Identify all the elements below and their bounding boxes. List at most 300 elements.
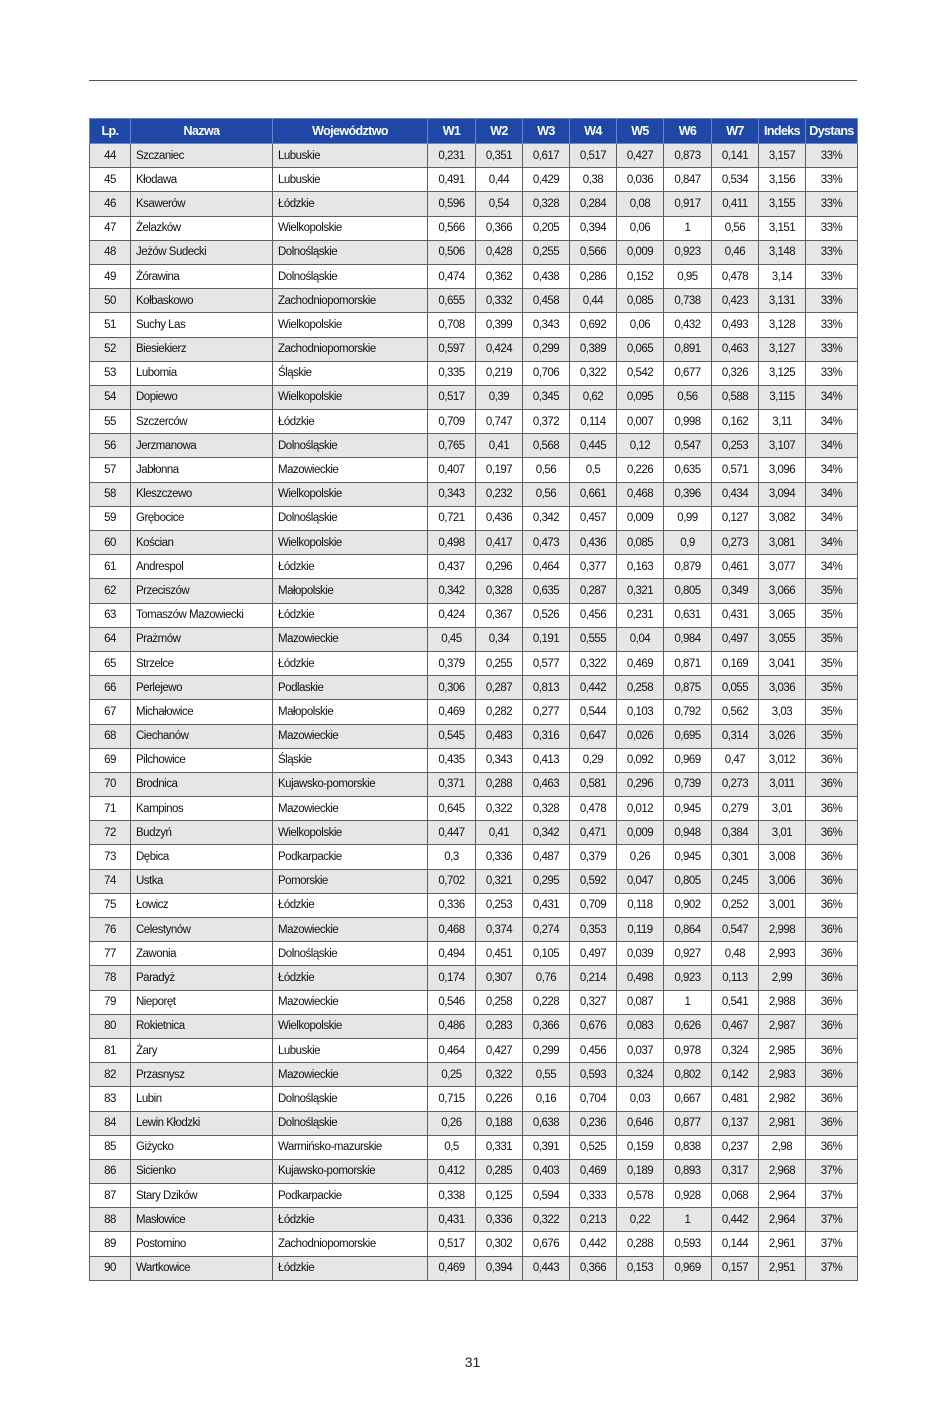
cell-w3: 0,322: [523, 1208, 570, 1232]
cell-lp: 53: [90, 361, 131, 385]
cell-dystans: 36%: [806, 1038, 858, 1062]
cell-w6: 0,864: [664, 918, 712, 942]
cell-nazwa: Jeżów Sudecki: [131, 240, 273, 264]
cell-w2: 0,219: [476, 361, 523, 385]
cell-indeks: 2,961: [759, 1232, 806, 1256]
cell-indeks: 2,981: [759, 1111, 806, 1135]
table-row: [90, 482, 858, 506]
table-row: [90, 434, 858, 458]
cell-w5: 0,163: [617, 555, 664, 579]
cell-w5: 0,03: [617, 1087, 664, 1111]
table-row: [90, 458, 858, 482]
cell-w2: 0,232: [476, 482, 523, 506]
cell-w6: 0,871: [664, 651, 712, 675]
cell-w7: 0,461: [712, 555, 759, 579]
table-row: [90, 797, 858, 821]
cell-w6: 0,838: [664, 1135, 712, 1159]
cell-w2: 0,336: [476, 1208, 523, 1232]
cell-w6: 0,969: [664, 748, 712, 772]
cell-lp: 45: [90, 168, 131, 192]
cell-w6: 0,667: [664, 1087, 712, 1111]
cell-w6: 0,998: [664, 410, 712, 434]
cell-w2: 0,54: [476, 192, 523, 216]
cell-w1: 0,708: [428, 313, 476, 337]
table-row: [90, 966, 858, 990]
cell-w2: 0,428: [476, 240, 523, 264]
cell-w5: 0,153: [617, 1256, 664, 1280]
cell-w4: 0,38: [570, 168, 617, 192]
cell-indeks: 3,055: [759, 627, 806, 651]
cell-wojewodztwo: Podkarpackie: [273, 845, 428, 869]
cell-w6: 0,923: [664, 240, 712, 264]
cell-dystans: 36%: [806, 893, 858, 917]
cell-w2: 0,394: [476, 1256, 523, 1280]
cell-w2: 0,285: [476, 1159, 523, 1183]
cell-w2: 0,283: [476, 1014, 523, 1038]
cell-w2: 0,288: [476, 772, 523, 796]
cell-w5: 0,226: [617, 458, 664, 482]
cell-w7: 0,384: [712, 821, 759, 845]
cell-w3: 0,228: [523, 990, 570, 1014]
ranking-table: [89, 118, 858, 1281]
column-header-w3: W3: [523, 119, 570, 144]
cell-w5: 0,083: [617, 1014, 664, 1038]
table-row: [90, 603, 858, 627]
cell-wojewodztwo: Mazowieckie: [273, 990, 428, 1014]
cell-dystans: 33%: [806, 192, 858, 216]
cell-lp: 83: [90, 1087, 131, 1111]
cell-w7: 0,47: [712, 748, 759, 772]
cell-w3: 0,56: [523, 458, 570, 482]
cell-indeks: 3,156: [759, 168, 806, 192]
cell-w3: 0,706: [523, 361, 570, 385]
cell-w5: 0,26: [617, 845, 664, 869]
cell-w5: 0,065: [617, 337, 664, 361]
table-row: [90, 651, 858, 675]
cell-dystans: 33%: [806, 289, 858, 313]
cell-nazwa: Wartkowice: [131, 1256, 273, 1280]
cell-nazwa: Dębica: [131, 845, 273, 869]
cell-w2: 0,322: [476, 797, 523, 821]
cell-w6: 0,9: [664, 531, 712, 555]
cell-indeks: 2,998: [759, 918, 806, 942]
cell-lp: 44: [90, 144, 131, 168]
cell-w3: 0,343: [523, 313, 570, 337]
cell-dystans: 36%: [806, 966, 858, 990]
cell-dystans: 37%: [806, 1184, 858, 1208]
cell-wojewodztwo: Kujawsko-pomorskie: [273, 772, 428, 796]
cell-w7: 0,142: [712, 1063, 759, 1087]
cell-wojewodztwo: Podlaskie: [273, 676, 428, 700]
cell-w7: 0,169: [712, 651, 759, 675]
cell-wojewodztwo: Łódzkie: [273, 966, 428, 990]
cell-nazwa: Kołbaskowo: [131, 289, 273, 313]
cell-nazwa: Kłodawa: [131, 168, 273, 192]
cell-indeks: 2,968: [759, 1159, 806, 1183]
cell-wojewodztwo: Łódzkie: [273, 555, 428, 579]
table-row: [90, 724, 858, 748]
cell-lp: 73: [90, 845, 131, 869]
cell-w3: 0,345: [523, 385, 570, 409]
column-header-w7: W7: [712, 119, 759, 144]
cell-wojewodztwo: Zachodniopomorskie: [273, 337, 428, 361]
cell-w6: 0,927: [664, 942, 712, 966]
cell-w2: 0,451: [476, 942, 523, 966]
cell-w2: 0,399: [476, 313, 523, 337]
cell-indeks: 3,148: [759, 240, 806, 264]
cell-w5: 0,22: [617, 1208, 664, 1232]
cell-dystans: 35%: [806, 700, 858, 724]
cell-dystans: 35%: [806, 651, 858, 675]
cell-nazwa: Nieporęt: [131, 990, 273, 1014]
cell-wojewodztwo: Łódzkie: [273, 1208, 428, 1232]
page-number: 31: [464, 1354, 481, 1370]
cell-w2: 0,367: [476, 603, 523, 627]
cell-w6: 0,547: [664, 434, 712, 458]
cell-w7: 0,48: [712, 942, 759, 966]
cell-w7: 0,141: [712, 144, 759, 168]
table-row: [90, 627, 858, 651]
cell-lp: 55: [90, 410, 131, 434]
cell-w5: 0,036: [617, 168, 664, 192]
cell-w2: 0,332: [476, 289, 523, 313]
cell-w5: 0,12: [617, 434, 664, 458]
table-row: [90, 168, 858, 192]
cell-nazwa: Biesiekierz: [131, 337, 273, 361]
table-row: [90, 748, 858, 772]
cell-lp: 75: [90, 893, 131, 917]
cell-w7: 0,317: [712, 1159, 759, 1183]
cell-w7: 0,588: [712, 385, 759, 409]
cell-w2: 0,362: [476, 264, 523, 288]
cell-w4: 0,284: [570, 192, 617, 216]
cell-w6: 0,396: [664, 482, 712, 506]
cell-w4: 0,469: [570, 1159, 617, 1183]
cell-w7: 0,137: [712, 1111, 759, 1135]
cell-w7: 0,478: [712, 264, 759, 288]
cell-indeks: 2,99: [759, 966, 806, 990]
cell-indeks: 3,036: [759, 676, 806, 700]
cell-nazwa: Sicienko: [131, 1159, 273, 1183]
cell-w4: 0,661: [570, 482, 617, 506]
cell-w3: 0,464: [523, 555, 570, 579]
cell-wojewodztwo: Dolnośląskie: [273, 264, 428, 288]
cell-lp: 52: [90, 337, 131, 361]
table-row: [90, 144, 858, 168]
cell-dystans: 36%: [806, 942, 858, 966]
cell-w4: 0,544: [570, 700, 617, 724]
cell-w1: 0,721: [428, 506, 476, 530]
cell-w2: 0,343: [476, 748, 523, 772]
cell-indeks: 3,065: [759, 603, 806, 627]
cell-lp: 71: [90, 797, 131, 821]
cell-w5: 0,08: [617, 192, 664, 216]
cell-indeks: 3,096: [759, 458, 806, 482]
cell-w1: 0,597: [428, 337, 476, 361]
column-header-w6: W6: [664, 119, 712, 144]
cell-w7: 0,273: [712, 531, 759, 555]
cell-w6: 0,738: [664, 289, 712, 313]
cell-wojewodztwo: Łódzkie: [273, 192, 428, 216]
table-row: [90, 700, 858, 724]
cell-w7: 0,434: [712, 482, 759, 506]
cell-indeks: 3,012: [759, 748, 806, 772]
cell-wojewodztwo: Wielkopolskie: [273, 482, 428, 506]
cell-w4: 0,581: [570, 772, 617, 796]
cell-wojewodztwo: Zachodniopomorskie: [273, 289, 428, 313]
cell-nazwa: Andrespol: [131, 555, 273, 579]
cell-dystans: 37%: [806, 1256, 858, 1280]
cell-dystans: 36%: [806, 990, 858, 1014]
cell-w7: 0,423: [712, 289, 759, 313]
cell-w3: 0,635: [523, 579, 570, 603]
cell-w1: 0,45: [428, 627, 476, 651]
cell-dystans: 36%: [806, 845, 858, 869]
table-row: [90, 1038, 858, 1062]
cell-dystans: 37%: [806, 1232, 858, 1256]
cell-w3: 0,403: [523, 1159, 570, 1183]
cell-w1: 0,336: [428, 893, 476, 917]
cell-w5: 0,039: [617, 942, 664, 966]
cell-lp: 59: [90, 506, 131, 530]
column-header-w1: W1: [428, 119, 476, 144]
table-row: [90, 1256, 858, 1280]
cell-w5: 0,085: [617, 531, 664, 555]
cell-indeks: 3,115: [759, 385, 806, 409]
cell-dystans: 37%: [806, 1159, 858, 1183]
table-row: [90, 1087, 858, 1111]
cell-w3: 0,76: [523, 966, 570, 990]
cell-w1: 0,412: [428, 1159, 476, 1183]
table-row: [90, 1063, 858, 1087]
cell-w5: 0,296: [617, 772, 664, 796]
cell-w5: 0,092: [617, 748, 664, 772]
table-row: [90, 1232, 858, 1256]
cell-w1: 0,379: [428, 651, 476, 675]
cell-w4: 0,44: [570, 289, 617, 313]
cell-nazwa: Dopiewo: [131, 385, 273, 409]
cell-wojewodztwo: Dolnośląskie: [273, 434, 428, 458]
cell-w1: 0,474: [428, 264, 476, 288]
table-row: [90, 264, 858, 288]
cell-w1: 0,506: [428, 240, 476, 264]
cell-w5: 0,288: [617, 1232, 664, 1256]
cell-w7: 0,237: [712, 1135, 759, 1159]
cell-indeks: 3,026: [759, 724, 806, 748]
cell-w2: 0,188: [476, 1111, 523, 1135]
cell-w1: 0,596: [428, 192, 476, 216]
cell-w6: 0,928: [664, 1184, 712, 1208]
cell-w3: 0,463: [523, 772, 570, 796]
cell-dystans: 34%: [806, 434, 858, 458]
cell-w7: 0,481: [712, 1087, 759, 1111]
cell-dystans: 34%: [806, 410, 858, 434]
cell-w7: 0,326: [712, 361, 759, 385]
cell-dystans: 35%: [806, 724, 858, 748]
cell-w5: 0,06: [617, 216, 664, 240]
cell-lp: 63: [90, 603, 131, 627]
cell-dystans: 33%: [806, 361, 858, 385]
cell-w4: 0,676: [570, 1014, 617, 1038]
cell-wojewodztwo: Śląskie: [273, 748, 428, 772]
cell-indeks: 3,01: [759, 821, 806, 845]
cell-w6: 0,805: [664, 579, 712, 603]
cell-w5: 0,321: [617, 579, 664, 603]
cell-w4: 0,456: [570, 1038, 617, 1062]
cell-w5: 0,118: [617, 893, 664, 917]
cell-nazwa: Kampinos: [131, 797, 273, 821]
cell-nazwa: Masłowice: [131, 1208, 273, 1232]
cell-dystans: 35%: [806, 676, 858, 700]
cell-lp: 80: [90, 1014, 131, 1038]
cell-wojewodztwo: Mazowieckie: [273, 458, 428, 482]
table-row: [90, 361, 858, 385]
cell-wojewodztwo: Łódzkie: [273, 893, 428, 917]
cell-w6: 0,948: [664, 821, 712, 845]
cell-w6: 1: [664, 1208, 712, 1232]
cell-w4: 0,436: [570, 531, 617, 555]
cell-dystans: 36%: [806, 1087, 858, 1111]
cell-w2: 0,307: [476, 966, 523, 990]
cell-w7: 0,273: [712, 772, 759, 796]
cell-indeks: 3,155: [759, 192, 806, 216]
cell-w6: 0,877: [664, 1111, 712, 1135]
table-row: [90, 216, 858, 240]
cell-w2: 0,41: [476, 821, 523, 845]
cell-w1: 0,431: [428, 1208, 476, 1232]
cell-dystans: 36%: [806, 772, 858, 796]
cell-w7: 0,245: [712, 869, 759, 893]
table-row: [90, 918, 858, 942]
cell-w6: 0,626: [664, 1014, 712, 1038]
cell-dystans: 33%: [806, 337, 858, 361]
cell-wojewodztwo: Śląskie: [273, 361, 428, 385]
cell-w7: 0,497: [712, 627, 759, 651]
cell-w3: 0,316: [523, 724, 570, 748]
cell-w4: 0,287: [570, 579, 617, 603]
cell-nazwa: Michałowice: [131, 700, 273, 724]
cell-lp: 79: [90, 990, 131, 1014]
cell-w5: 0,152: [617, 264, 664, 288]
cell-w7: 0,324: [712, 1038, 759, 1062]
column-header-w5: W5: [617, 119, 664, 144]
cell-w2: 0,321: [476, 869, 523, 893]
cell-dystans: 33%: [806, 216, 858, 240]
cell-w3: 0,342: [523, 506, 570, 530]
cell-indeks: 3,041: [759, 651, 806, 675]
cell-lp: 57: [90, 458, 131, 482]
cell-w7: 0,253: [712, 434, 759, 458]
cell-indeks: 3,077: [759, 555, 806, 579]
top-rule: [89, 80, 857, 81]
cell-nazwa: Paradyż: [131, 966, 273, 990]
cell-w3: 0,105: [523, 942, 570, 966]
cell-wojewodztwo: Dolnośląskie: [273, 1087, 428, 1111]
table-row: [90, 1135, 858, 1159]
cell-w3: 0,594: [523, 1184, 570, 1208]
column-header-wojewodztwo: Województwo: [273, 119, 428, 144]
cell-wojewodztwo: Dolnośląskie: [273, 506, 428, 530]
cell-lp: 60: [90, 531, 131, 555]
cell-w5: 0,258: [617, 676, 664, 700]
cell-dystans: 36%: [806, 797, 858, 821]
cell-w2: 0,436: [476, 506, 523, 530]
cell-lp: 69: [90, 748, 131, 772]
cell-w4: 0,497: [570, 942, 617, 966]
cell-dystans: 33%: [806, 240, 858, 264]
cell-w6: 0,875: [664, 676, 712, 700]
cell-w2: 0,226: [476, 1087, 523, 1111]
cell-w6: 0,95: [664, 264, 712, 288]
cell-w7: 0,157: [712, 1256, 759, 1280]
cell-indeks: 2,983: [759, 1063, 806, 1087]
cell-w7: 0,144: [712, 1232, 759, 1256]
cell-dystans: 36%: [806, 1014, 858, 1038]
table-row: [90, 869, 858, 893]
cell-w5: 0,103: [617, 700, 664, 724]
cell-w3: 0,429: [523, 168, 570, 192]
cell-wojewodztwo: Wielkopolskie: [273, 1014, 428, 1038]
cell-w1: 0,447: [428, 821, 476, 845]
cell-indeks: 2,964: [759, 1208, 806, 1232]
cell-dystans: 36%: [806, 748, 858, 772]
table-row: [90, 942, 858, 966]
cell-w7: 0,127: [712, 506, 759, 530]
cell-w3: 0,526: [523, 603, 570, 627]
cell-w3: 0,391: [523, 1135, 570, 1159]
cell-nazwa: Prażmów: [131, 627, 273, 651]
cell-dystans: 37%: [806, 1208, 858, 1232]
cell-w6: 0,945: [664, 797, 712, 821]
cell-w1: 0,709: [428, 410, 476, 434]
cell-w3: 0,274: [523, 918, 570, 942]
cell-lp: 76: [90, 918, 131, 942]
cell-w7: 0,534: [712, 168, 759, 192]
cell-indeks: 2,964: [759, 1184, 806, 1208]
cell-indeks: 3,107: [759, 434, 806, 458]
cell-w6: 0,635: [664, 458, 712, 482]
cell-wojewodztwo: Lubuskie: [273, 1038, 428, 1062]
cell-w3: 0,568: [523, 434, 570, 458]
cell-w3: 0,191: [523, 627, 570, 651]
cell-w2: 0,39: [476, 385, 523, 409]
cell-w4: 0,114: [570, 410, 617, 434]
cell-w5: 0,037: [617, 1038, 664, 1062]
cell-w7: 0,113: [712, 966, 759, 990]
cell-w5: 0,159: [617, 1135, 664, 1159]
cell-w5: 0,498: [617, 966, 664, 990]
cell-nazwa: Szczaniec: [131, 144, 273, 168]
cell-w3: 0,366: [523, 1014, 570, 1038]
cell-nazwa: Celestynów: [131, 918, 273, 942]
cell-indeks: 3,151: [759, 216, 806, 240]
cell-w3: 0,16: [523, 1087, 570, 1111]
cell-w2: 0,296: [476, 555, 523, 579]
cell-w1: 0,765: [428, 434, 476, 458]
cell-w4: 0,236: [570, 1111, 617, 1135]
cell-w4: 0,5: [570, 458, 617, 482]
cell-w4: 0,214: [570, 966, 617, 990]
cell-w4: 0,457: [570, 506, 617, 530]
cell-w7: 0,301: [712, 845, 759, 869]
cell-w1: 0,437: [428, 555, 476, 579]
table-row: [90, 1208, 858, 1232]
cell-w1: 0,174: [428, 966, 476, 990]
column-header-w2: W2: [476, 119, 523, 144]
cell-w4: 0,366: [570, 1256, 617, 1280]
cell-w1: 0,338: [428, 1184, 476, 1208]
cell-w6: 0,695: [664, 724, 712, 748]
